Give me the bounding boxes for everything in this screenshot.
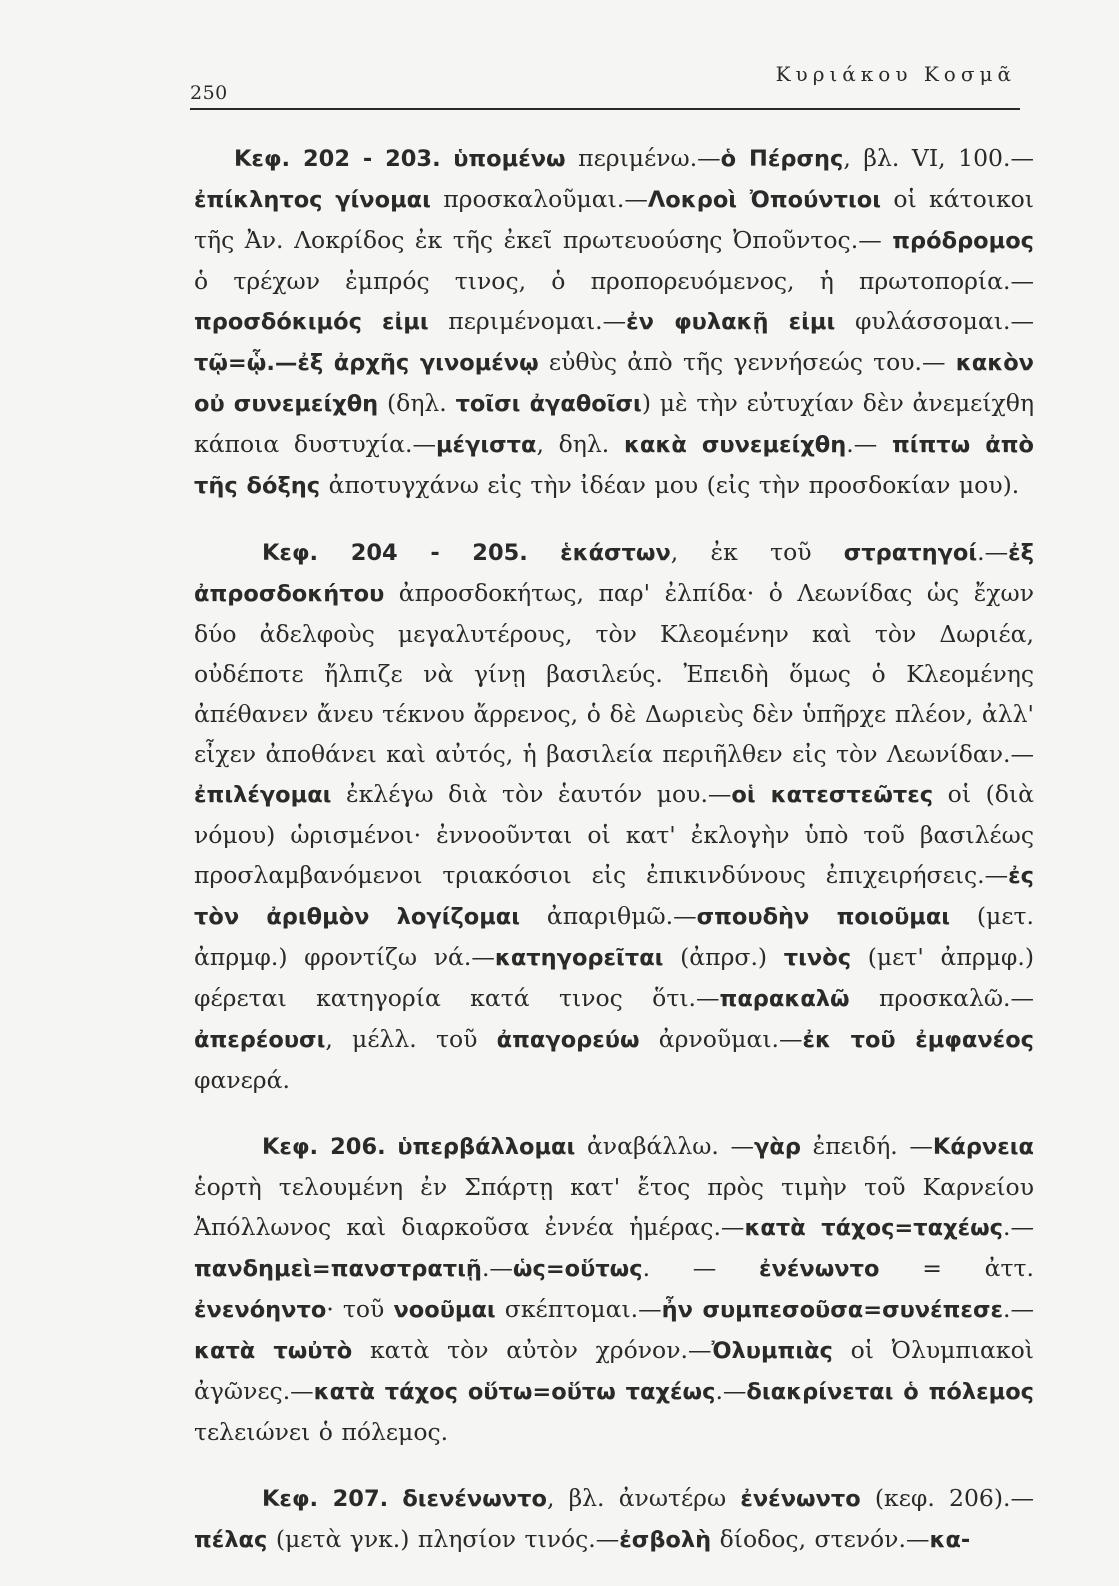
chapter-heading: Κεφ. 206.: [262, 1134, 386, 1160]
gloss-text: προσκαλοῦμαι.—: [430, 185, 648, 213]
lemma-term: γὰρ: [754, 1134, 801, 1160]
lemma-term: παρακαλῶ: [719, 986, 850, 1012]
gloss-text: φυλάσσομαι.—: [835, 307, 1035, 335]
lemma-term: τῷ=ᾧ.—ἐξ ἀρχῆς γινομένῳ: [194, 350, 539, 376]
gloss-text: ) μὲ τὴν εὐτυχίαν δὲν ἀνεμείχθη κάποια δυστυχία.—: [194, 389, 1035, 458]
gloss-text: .—: [715, 1377, 747, 1405]
gloss-text: ἀναβάλλω. —: [575, 1132, 755, 1160]
lemma-term: Λοκροὶ Ὀπούντιοι: [647, 187, 881, 213]
lemma-term: στρατηγοί: [843, 540, 978, 566]
lemma-term: τοῖσι ἀγαθοῖσι: [455, 391, 642, 417]
gloss-text: κατὰ τὸν αὐτὸν χρόνον.—: [352, 1336, 712, 1364]
lemma-term: ἐνένωντο: [740, 1486, 861, 1512]
lemma-term: ἐπιλέγομαι: [194, 782, 332, 808]
gloss-text: προσκαλῶ.—: [849, 984, 1034, 1012]
gloss-text: περιμένω.—: [565, 144, 721, 172]
lemma-term: πρόδρομος: [892, 228, 1034, 254]
lemma-term: κατὰ τάχος=ταχέως: [744, 1215, 1004, 1241]
gloss-text: · τοῦ: [326, 1295, 394, 1323]
gloss-text: .—: [1003, 1213, 1034, 1241]
paragraph-ch207: [194, 1478, 1034, 1560]
gloss-text: οἱ κάτοικοι τῆς Ἀν. Λοκρίδος ἐκ τῆς ἐκεῖ πρωτευούσης Ὀποῦντος.—: [194, 185, 1034, 254]
gloss-text: ἐκλέγω διὰ τὸν ἑαυτόν μου.—: [331, 780, 732, 808]
paragraph-ch204-205: [194, 532, 1034, 1100]
lemma-term: κα-: [929, 1527, 971, 1553]
chapter-heading: Κεφ. 204 - 205.: [262, 540, 528, 566]
lemma-term: σπουδὴν ποιοῦμαι: [696, 904, 951, 930]
gloss-text: ἀρνοῦμαι.—: [639, 1025, 803, 1053]
lemma-term: ἐνενόηντο: [194, 1297, 327, 1323]
gloss-text: φανερά.: [194, 1066, 290, 1094]
gloss-text: τελειώνει ὁ πόλεμος.: [194, 1418, 449, 1446]
header-rule: [190, 108, 1020, 110]
lemma-term: πέλας: [194, 1527, 268, 1553]
gloss-text: σκέπτομαι.—: [495, 1295, 662, 1323]
lemma-term: ἦν συμπεσοῦσα=συνέπεσε: [661, 1297, 1004, 1323]
lemma-term: ἐξ ἀπροσδοκήτου: [194, 540, 1034, 607]
gloss-text: δίοδος, στενόν.—: [711, 1525, 930, 1553]
lemma-term: κατηγορεῖται: [494, 945, 664, 971]
lemma-term: τινὸς: [783, 945, 852, 971]
gloss-text: , ἐκ τοῦ: [670, 538, 844, 566]
lemma-term: κατὰ τάχος οὕτω=οὕτω ταχέως: [313, 1379, 716, 1405]
lemma-term: ἐς τὸν ἀριθμὸν λογίζομαι: [194, 863, 1034, 930]
gloss-text: (μετ' ἀπρμφ.) φέρεται κατηγορία κατά τινος ὅτι.—: [194, 943, 1035, 1012]
lemma-term: ἐπίκλητος γίνομαι: [194, 187, 431, 213]
lemma-term: πανδημεὶ=πανστρατιῇ: [194, 1256, 482, 1282]
lemma-term: ἐκ τοῦ ἐμφανέος: [802, 1027, 1034, 1053]
gloss-text: .—: [1003, 1295, 1034, 1323]
lemma-term: πίπτω ἀπὸ τῆς δόξης: [194, 432, 1034, 499]
lemma-term: προσδόκιμός εἰμι: [194, 309, 429, 335]
gloss-text: ἑορτὴ τελουμένη ἐν Σπάρτῃ κατ' ἔτος πρὸς τιμὴν τοῦ Καρνείου Ἀπόλλωνος καὶ διαρκοῦσα ἐννέα ἡμέρας.—: [194, 1173, 1034, 1241]
gloss-text: .—: [846, 430, 892, 458]
gloss-text: , δηλ.: [536, 430, 624, 458]
gloss-text: ἐπειδή. —: [800, 1132, 933, 1160]
gloss-text: (μετὰ γνκ.) πλησίον τινός.—: [267, 1525, 620, 1553]
gloss-text: . —: [642, 1254, 760, 1282]
gloss-text: ἀπαριθμῶ.—: [520, 902, 697, 930]
lemma-term: Κάρνεια: [932, 1134, 1034, 1160]
lemma-term: διενένωντο: [402, 1486, 547, 1512]
gloss-text: οἱ Ὀλυμπιακοὶ ἀγῶνες.—: [194, 1336, 1034, 1405]
gloss-text: εὐθὺς ἀπὸ τῆς γεννήσεώς του.—: [538, 348, 956, 376]
gloss-text: , βλ. ἀνωτέρω: [546, 1484, 741, 1512]
gloss-text: = ἀττ.: [879, 1254, 1034, 1282]
lemma-term: οἱ κατεστεῶτες: [731, 782, 934, 808]
lemma-term: νοοῦμαι: [393, 1297, 496, 1323]
gloss-text: , βλ. VI, 100.—: [843, 144, 1034, 172]
gloss-text: (δηλ.: [378, 389, 456, 417]
running-head: Κυριάκου Κοσμᾶ: [775, 62, 1016, 86]
chapter-heading: Κεφ. 207.: [262, 1486, 389, 1512]
lemma-term: διακρίνεται ὁ πόλεμος: [746, 1379, 1034, 1405]
body-text: [194, 138, 1034, 1586]
gloss-text: (κεφ. 206).—: [860, 1484, 1034, 1512]
gloss-text: .—: [481, 1254, 513, 1282]
lemma-term: ὡς=οὕτως: [512, 1256, 643, 1282]
gloss-text: οἱ (διὰ νόμου) ὡρισμένοι· ἐννοοῦνται οἱ κατ' ἐκλογὴν ὑπὸ τοῦ βασιλέως προσλαμβανόμενοι τριακόσιοι εἰς ἐπικινδύνους ἐπιχειρήσεις.—: [194, 780, 1035, 889]
lemma-term: κακὸν οὐ συνεμείχθη: [194, 350, 1034, 417]
lemma-term: ἐσβολὴ: [619, 1527, 712, 1553]
lemma-term: μέγιστα: [435, 432, 537, 458]
chapter-heading: Κεφ. 202 - 203.: [234, 146, 441, 172]
gloss-text: (μετ. ἀπρμφ.) φροντίζω νά.—: [194, 902, 1034, 971]
lemma-term: κακὰ συνεμείχθη: [623, 432, 847, 458]
lemma-term: ὑπερβάλλομαι: [397, 1134, 576, 1160]
paragraph-ch202-203: [194, 138, 1034, 506]
lemma-term: ἑκάστων: [560, 540, 671, 566]
page-number: 250: [190, 82, 228, 104]
lemma-term: ἐν φυλακῇ εἰμι: [626, 309, 836, 335]
lemma-term: ἀπαγορεύω: [496, 1027, 640, 1053]
lemma-term: Ὀλυμπιὰς: [711, 1338, 833, 1364]
page-header: [190, 62, 1020, 102]
lemma-term: ἀπερέουσι: [194, 1027, 326, 1053]
gloss-text: (ἀπρσ.): [663, 943, 784, 971]
lemma-term: ὑπομένω: [453, 146, 566, 172]
gloss-text: ὁ τρέχων ἐμπρός τινος, ὁ προπορευόμενος, ἡ πρωτοπορία.—: [194, 267, 1034, 295]
gloss-text: περιμένομαι.—: [428, 307, 627, 335]
lemma-term: ἐνένωντο: [759, 1256, 880, 1282]
gloss-text: , μέλλ. τοῦ: [325, 1025, 497, 1053]
gloss-text: ἀποτυγχάνω εἰς τὴν ἰδέαν μου (εἰς τὴν προσδοκίαν μου).: [320, 471, 1020, 499]
gloss-text: ἀπροσδοκήτως, παρ' ἐλπίδα· ὁ Λεωνίδας ὡς ἔχων δύο ἀδελφοὺς μεγαλυτέρους, τὸν Κλεομένην καὶ τὸν Δωριέα, οὐδέποτε ἤλπιζε νὰ γίνῃ βασιλεύς. Ἐπειδὴ ὅμως ὁ Κλεομένης ἀπέθανεν ἄνευ τέκνου ἄρρενος, ὁ δὲ Δωριεὺς δὲν ὑπῆρχε πλέον, ἀλλ' εἶχεν ἀποθάνει καὶ αὐτός, ἡ βασιλεία περιῆλθεν εἰς τὸν Λεωνίδαν.—: [194, 579, 1034, 768]
lemma-term: κατὰ τωὐτὸ: [194, 1338, 353, 1364]
paragraph-ch206: [194, 1126, 1034, 1452]
lemma-term: ὁ Πέρσης: [720, 146, 844, 172]
gloss-text: .—: [977, 538, 1009, 566]
